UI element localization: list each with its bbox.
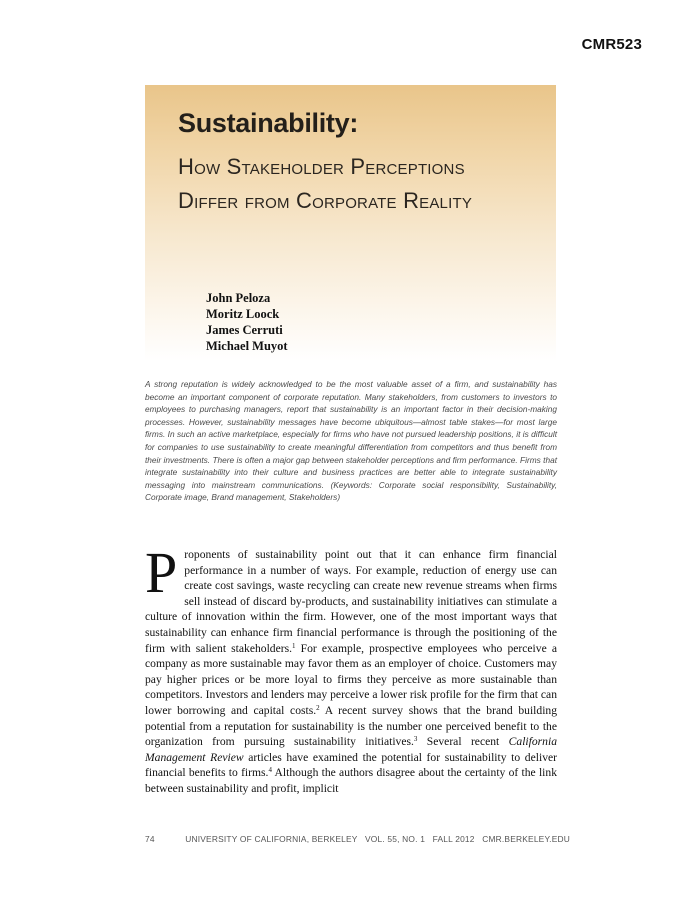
body-text-segment: A recent survey shows that the brand building potential from a reputation for sustainability is the number one perceived benefit to the organization from pursuing sustainability initiatives.: [145, 703, 558, 749]
footer-text: UNIVERSITY OF CALIFORNIA, BERKELEY VOL. 55, NO. 1 FALL 2012 CMR.BERKELEY.EDU: [185, 834, 570, 844]
author-name: Moritz Loock: [206, 307, 280, 321]
footnote-ref[interactable]: 2: [316, 703, 320, 712]
body-text-segment: Although the authors disagree about the certainty of the link between sustainability and profit, implicit: [145, 766, 557, 795]
body-paragraph: [145, 540, 558, 797]
article-code: CMR523: [581, 36, 642, 53]
body-text-segment: For example, prospective employees who perceive a company as more sustainable may favor them as an employer of choice. Customers may pay higher prices or be more loyal to firms they perceive as more sustainable than competitors. Investors and lenders may perceive a lower risk profile for the firm that can lower borrowing and capital costs.: [145, 641, 557, 717]
page-number: 74: [145, 834, 155, 844]
author-name: Michael Muyot: [206, 339, 288, 353]
journal-title: California Management Review: [145, 735, 557, 764]
footnote-ref[interactable]: 1: [292, 641, 296, 650]
drop-cap: P: [145, 540, 178, 605]
abstract: A strong reputation is widely acknowledged to be the most valuable asset of a firm, and sustainability has become an important component of corporate reputation. Many stakeholders, from customers to investors to employees to purchasing managers, report that sustainability is an important factor in their decision-making processes. However, sustainability messages have become ubiquitous—almost table stakes—for most large firms. In such an active marketplace, especially for firms who have not pursued leadership positions, it is difficult for companies to use sustainability to create meaningful differentiation from competitors and thus benefit from their investments. There is often a major gap between stakeholder perceptions and firm performance. Firms that integrate sustainability into their culture and business practices are better able to integrate sustainability messaging into mainstream communications. (Keywords: Corporate social responsibility, Sustainability, Corporate image, Brand management, Stakeholders): [145, 379, 557, 503]
author-list: [206, 290, 288, 354]
page-footer: [145, 834, 570, 844]
footnote-ref[interactable]: 3: [413, 735, 418, 744]
author-name: James Cerruti: [206, 323, 283, 337]
body-text-segment: roponents of sustainability point out that it can enhance firm financial performance in a number of ways. For example, reduction of energy use can create cost savings, waste recycling can create new revenue streams when firms sell instead of discard by-products, and sustainability initiatives can stimulate a culture of innovation within the firm. However, one of the most important ways that sustainability can enhance firm financial performance is through the positioning of the firm with salient stakeholders.: [145, 548, 557, 655]
body-text-segment: articles have examined the potential for sustainability to deliver financial benefits to firms.: [145, 750, 557, 780]
subtitle-line-1: How Stakeholder Perceptions: [178, 154, 465, 179]
subtitle-line-2: Differ from Corporate Reality: [178, 188, 473, 213]
body-text-segment: Several recent: [417, 735, 509, 749]
article-subtitle: [178, 150, 538, 218]
article-title: Sustainability:: [178, 108, 359, 138]
author-name: John Peloza: [206, 291, 271, 305]
footnote-ref[interactable]: 4: [268, 766, 272, 775]
